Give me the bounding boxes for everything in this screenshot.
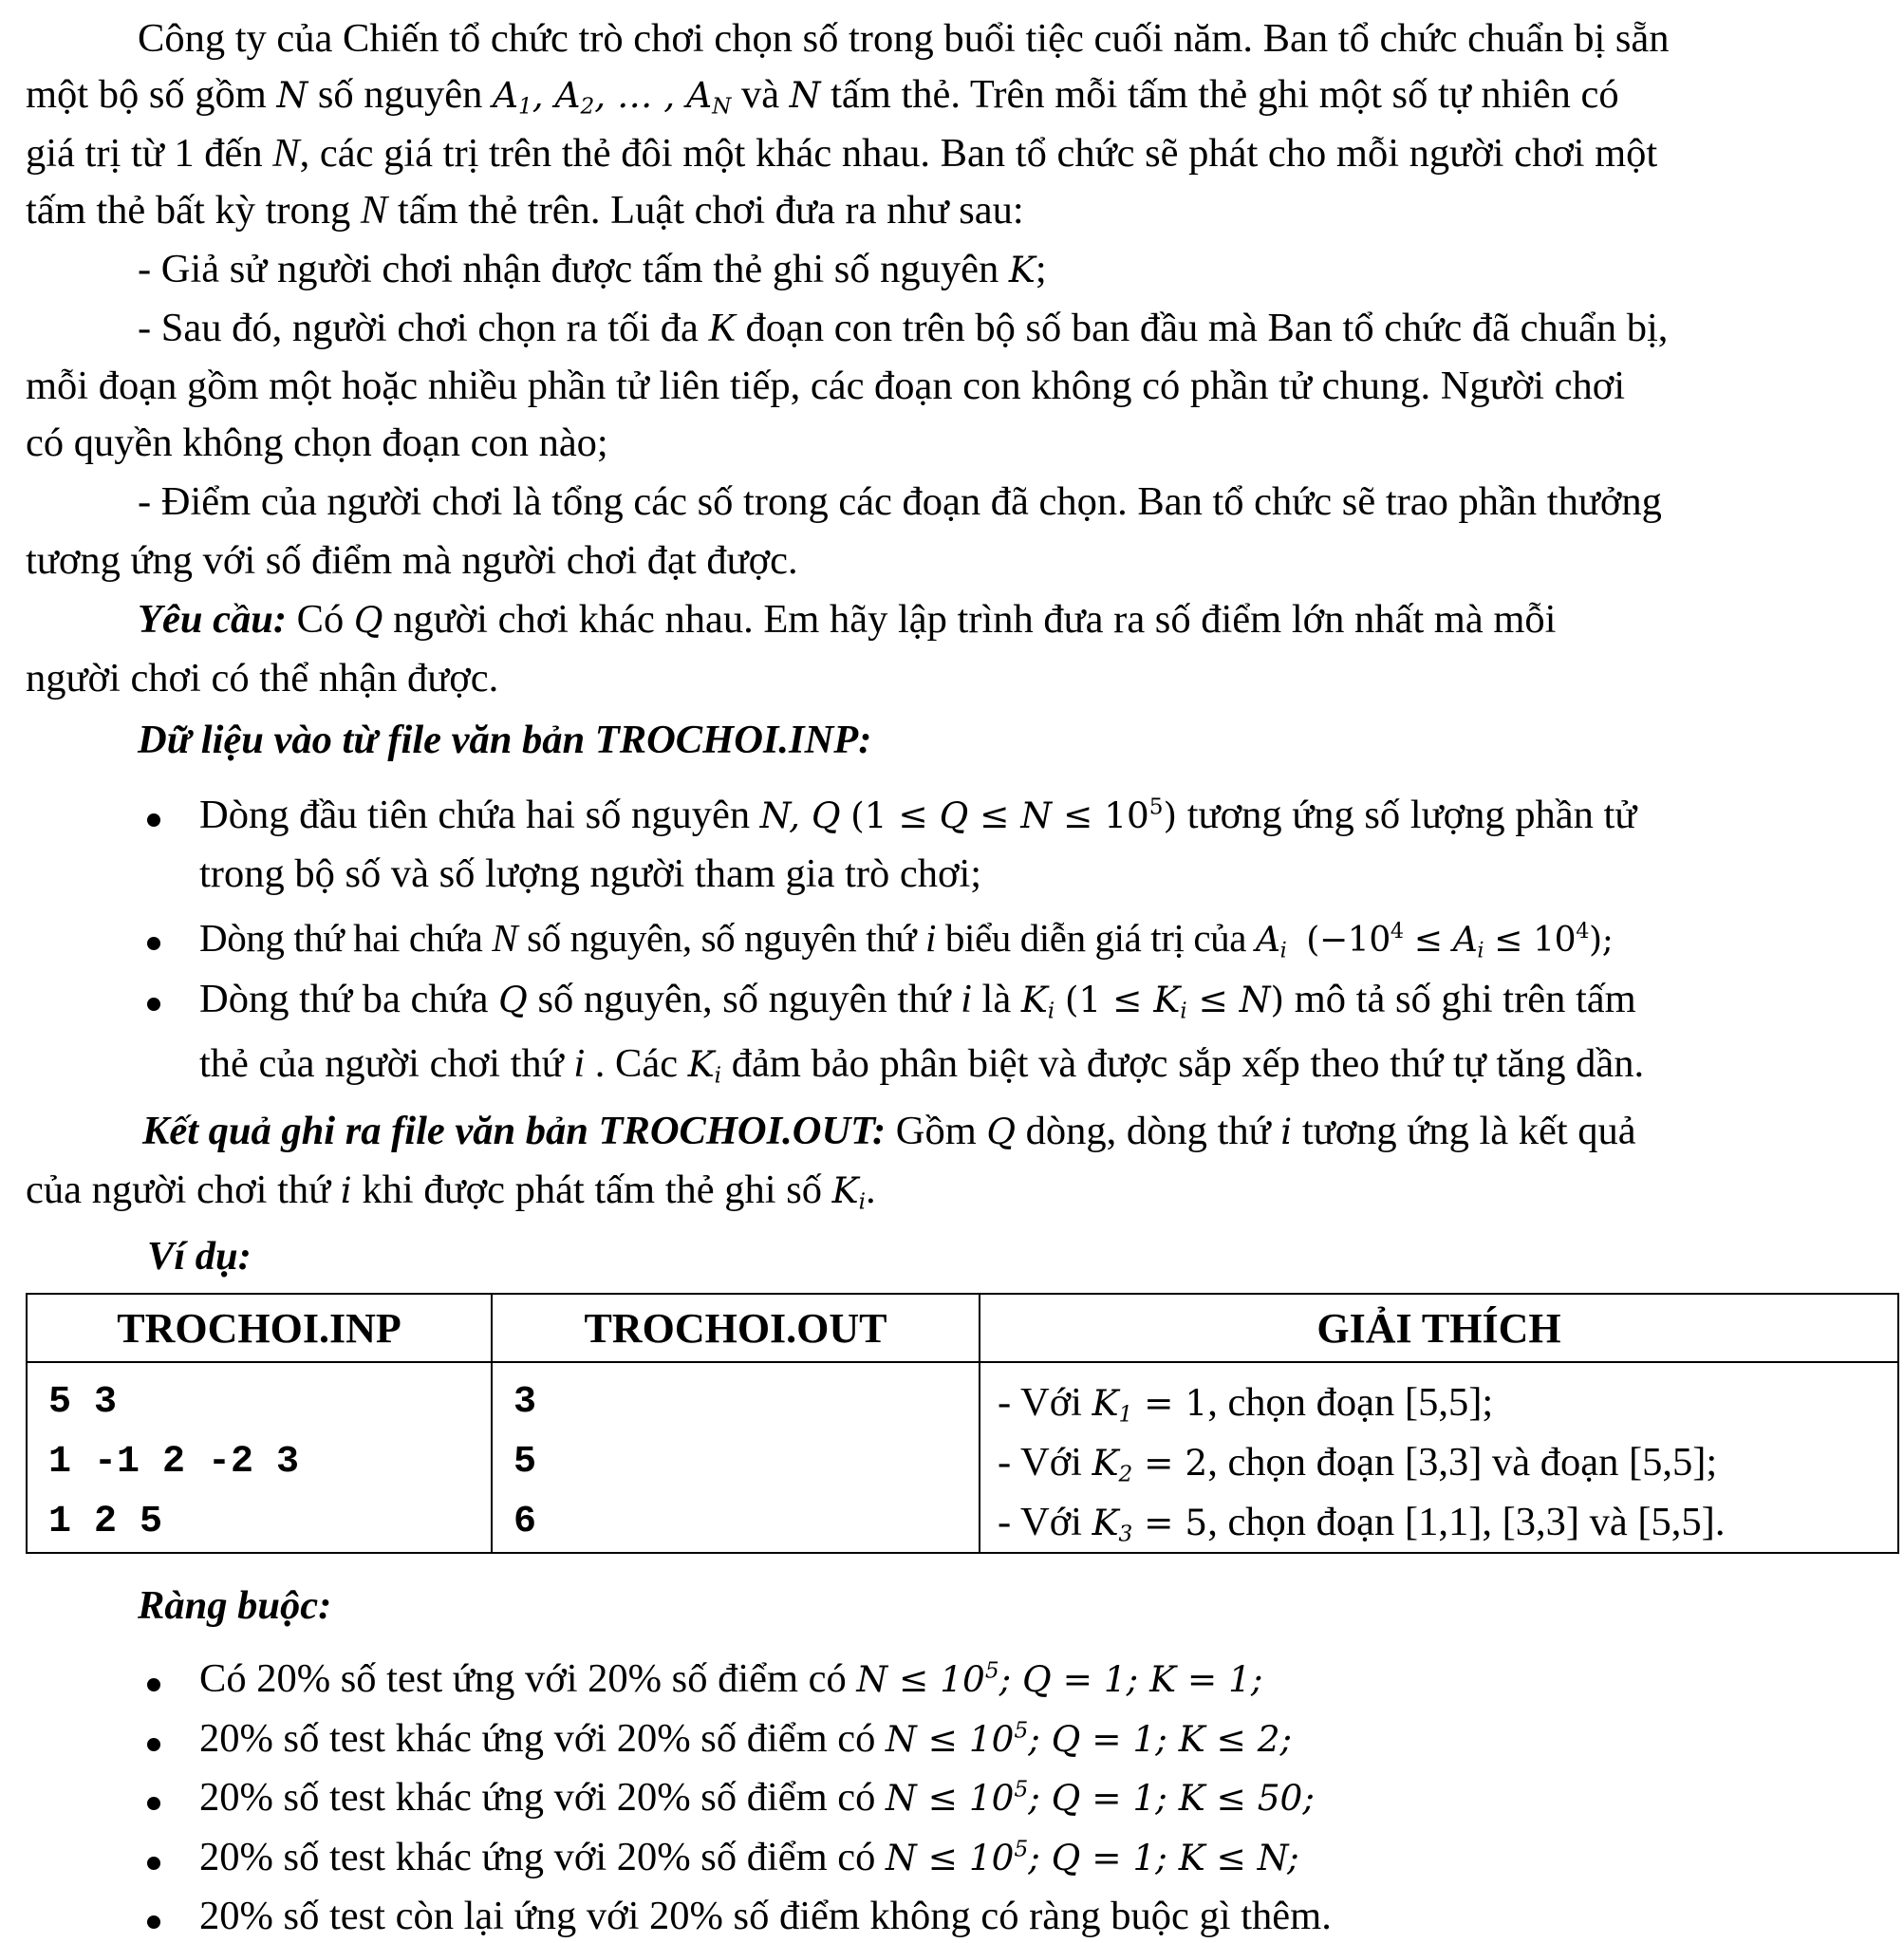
intro-text-2c: và xyxy=(741,72,780,117)
request-text-a: Có xyxy=(296,597,345,642)
input-b3-text-g: đảm bảo phân biệt và được sắp xếp theo thứ tự tăng dần. xyxy=(731,1041,1645,1086)
rule-1: - Giả sử người chơi nhận được tấm thẻ ghi số nguyên K; xyxy=(138,247,1047,291)
output-text-c: tương ứng là kết quả xyxy=(1301,1109,1636,1153)
intro-line-2 xyxy=(26,72,1619,120)
expl-eq: = 5 xyxy=(1132,1502,1208,1543)
expl-post: , chọn đoạn [3,3] và đoạn [5,5]; xyxy=(1207,1440,1718,1485)
var-N: N xyxy=(272,131,300,176)
output-line-2: của người chơi thứ i khi được phát tấm thẻ ghi số $K_i$. xyxy=(26,1168,876,1215)
var-Q: Q xyxy=(986,1111,1017,1152)
explanation-cell xyxy=(980,1362,1898,1553)
intro-text-3a: giá trị từ 1 đến xyxy=(26,131,263,176)
constraint-5 xyxy=(199,1896,1332,1937)
example-heading: Ví dụ: xyxy=(147,1234,252,1279)
var-K2: $K_2$ xyxy=(1092,1442,1133,1487)
output-text-b: dòng, dòng thứ xyxy=(1025,1109,1271,1153)
expl-pre: - Với xyxy=(998,1500,1082,1544)
expl-pre: - Với xyxy=(998,1380,1082,1425)
expl-post: , chọn đoạn [1,1], [3,3] và [5,5]. xyxy=(1207,1500,1726,1544)
input-b3-text-b: số nguyên, số nguyên thứ xyxy=(537,977,951,1021)
rule-2-text-d: có quyền không chọn đoạn con nào; xyxy=(26,420,608,465)
out-cell xyxy=(492,1362,980,1553)
var-Ki: $K_i$ xyxy=(687,1043,722,1089)
request-text-2: người chơi có thể nhận được. xyxy=(26,656,499,701)
var-N: N xyxy=(276,74,308,116)
bullet-dot xyxy=(147,1678,160,1691)
constraint-4-math: $N \le 10^5$; Q = 1; K ≤ N; xyxy=(886,1836,1299,1878)
bullet-dot xyxy=(147,1797,160,1810)
explanation-line xyxy=(980,1432,1897,1492)
rule-3-text-b: tương ứng với số điểm mà người chơi đạt được. xyxy=(26,538,798,583)
var-N: N xyxy=(360,188,388,233)
var-Ki: $K_i$ xyxy=(1020,979,1055,1024)
out-line: 6 xyxy=(513,1501,537,1543)
intro-line-1 xyxy=(138,16,1670,61)
input-b2-text-b: số nguyên, số nguyên thứ xyxy=(527,916,917,960)
constraint-Ai: $(-10^4 \le A_i \le 10^4)$; xyxy=(1296,919,1614,963)
out-line: 5 xyxy=(513,1441,537,1484)
constraint-4-text: 20% số test khác ứng với 20% số điểm có xyxy=(199,1835,876,1879)
input-b3-text-a: Dòng thứ ba chứa xyxy=(199,977,489,1021)
intro-text-2a: một bộ số gồm xyxy=(26,72,267,117)
constraint-1-math: $N \le 10^5$; Q = 1; K = 1; xyxy=(856,1657,1263,1700)
bullet-dot xyxy=(147,1915,160,1929)
var-i: i xyxy=(961,977,972,1021)
constraint-3-text: 20% số test khác ứng với 20% số điểm có xyxy=(199,1775,876,1820)
header-giai-thich: GIẢI THÍCH xyxy=(980,1294,1898,1362)
constraint-NQ: $(1 \le Q \le N \le 10^5)$ xyxy=(850,794,1178,836)
input-bullet-2 xyxy=(199,916,1614,963)
example-table xyxy=(26,1293,1899,1554)
rule-2 xyxy=(138,308,1668,349)
inp-line: 5 3 xyxy=(48,1381,118,1424)
intro-text-2b: số nguyên xyxy=(317,72,483,117)
explanation-line xyxy=(980,1492,1897,1552)
input-b3-text-f: . Các xyxy=(594,1041,679,1086)
inp-line: 1 2 5 xyxy=(48,1501,163,1543)
explanation-line xyxy=(980,1373,1897,1432)
var-K: K xyxy=(1008,249,1036,290)
constraint-2-math: $N \le 10^5$; Q = 1; K ≤ 2; xyxy=(886,1717,1293,1760)
output-heading: Kết quả ghi ra file văn bản TROCHOI.OUT: xyxy=(142,1109,887,1153)
constraint-5-text: 20% số test còn lại ứng với 20% số điểm không có ràng buộc gì thêm. xyxy=(199,1894,1332,1938)
intro-text-1: Công ty của Chiến tổ chức trò chơi chọn số trong buổi tiệc cuối năm. Ban tổ chức chuẩn bị sẵn xyxy=(138,16,1670,61)
input-heading: Dữ liệu vào từ file văn bản TROCHOI.INP: xyxy=(138,718,872,762)
intro-line-4 xyxy=(26,188,1024,233)
var-i: i xyxy=(573,1041,586,1086)
var-Ki: $K_i$ xyxy=(831,1169,866,1215)
output-text-a: Gồm xyxy=(895,1109,977,1153)
intro-text-3b: , các giá trị trên thẻ đôi một khác nhau. Ban tổ chức sẽ phát cho mỗi người chơi một xyxy=(299,131,1658,176)
header-trochoi-out: TROCHOI.OUT xyxy=(492,1294,980,1362)
example-table-header-row xyxy=(27,1294,1898,1362)
request-text-b: người chơi khác nhau. Em hãy lập trình đưa ra số điểm lớn nhất mà mỗi xyxy=(393,597,1557,642)
constraint-3-math: $N \le 10^5$; Q = 1; K ≤ 50; xyxy=(886,1776,1315,1819)
output-text-2a: của người chơi thứ xyxy=(26,1168,331,1212)
var-Q: Q xyxy=(498,979,528,1020)
rule-1-text: - Giả sử người chơi nhận được tấm thẻ ghi số nguyên xyxy=(138,247,999,291)
out-line: 3 xyxy=(513,1381,537,1424)
var-N: N xyxy=(789,74,821,116)
var-N: N xyxy=(492,916,518,960)
example-table-body-row xyxy=(27,1362,1898,1553)
input-b3-text-c: là xyxy=(981,977,1012,1021)
rule-2-end xyxy=(26,420,608,465)
intro-text-4a: tấm thẻ bất kỳ trong xyxy=(26,188,351,233)
input-b2-text-c: biểu diễn giá trị của xyxy=(944,916,1247,960)
var-K: K xyxy=(708,306,736,350)
var-K3: $K_3$ xyxy=(1092,1502,1133,1547)
rule-3-cont xyxy=(26,538,798,583)
var-i: i xyxy=(1280,1111,1293,1152)
input-bullet-1-cont xyxy=(199,851,982,896)
input-bullet-1 xyxy=(199,795,1636,836)
output-line-1 xyxy=(142,1109,1636,1153)
vars-N-Q: N, Q xyxy=(759,794,841,836)
bullet-dot xyxy=(147,1738,160,1751)
rule-2-text-b: đoạn con trên bộ số ban đầu mà Ban tổ chức đã chuẩn bị, xyxy=(745,306,1669,350)
bullet-dot xyxy=(147,998,160,1011)
constraint-1 xyxy=(199,1656,1263,1701)
bullet-dot xyxy=(147,813,160,827)
constraints-heading: Ràng buộc: xyxy=(138,1583,332,1628)
var-i: i xyxy=(340,1169,352,1211)
request-line-1 xyxy=(138,597,1557,642)
intro-text-4b: tấm thẻ trên. Luật chơi đưa ra như sau: xyxy=(397,188,1024,233)
constraint-4 xyxy=(199,1835,1299,1879)
expl-eq: = 2 xyxy=(1132,1442,1208,1484)
request-label: Yêu cầu: xyxy=(138,597,287,642)
input-b3-text-d: mô tả số ghi trên tấm xyxy=(1294,977,1636,1021)
input-b1-text-b: tương ứng số lượng phần tử xyxy=(1186,793,1637,837)
bullet-dot xyxy=(147,1857,160,1870)
inp-line: 1 -1 2 -2 3 xyxy=(48,1441,300,1484)
sequence-A: $A_1$, $A_2$, … , $A_N$ xyxy=(492,74,732,120)
rule-3-text-a: - Điểm của người chơi là tổng các số trong các đoạn đã chọn. Ban tổ chức sẽ trao phần thưởng xyxy=(138,479,1662,524)
input-b2-text-a: Dòng thứ hai chứa xyxy=(199,916,483,960)
input-bullet-3 xyxy=(199,977,1636,1024)
constraint-2-text: 20% số test khác ứng với 20% số điểm có xyxy=(199,1716,876,1761)
rule-2-cont xyxy=(26,366,1625,407)
expl-pre: - Với xyxy=(998,1440,1082,1485)
var-K1: $K_1$ xyxy=(1092,1382,1133,1428)
var-Ai: $A_i$ xyxy=(1255,920,1287,963)
bullet-dot xyxy=(147,937,160,950)
expl-eq: = 1 xyxy=(1132,1382,1208,1424)
input-b1-text-c: trong bộ số và số lượng người tham gia trò chơi; xyxy=(199,851,982,896)
input-b1-text-a: Dòng đầu tiên chứa hai số nguyên xyxy=(199,793,751,837)
rule-3 xyxy=(138,479,1662,524)
rule-2-text-a: - Sau đó, người chơi chọn ra tối đa xyxy=(138,306,699,350)
var-Q: Q xyxy=(353,599,383,641)
constraint-3 xyxy=(199,1775,1315,1820)
constraint-Ki: $(1 \le K_i \le N)$ xyxy=(1064,979,1285,1024)
expl-post: , chọn đoạn [5,5]; xyxy=(1207,1380,1494,1425)
output-text-2b: khi được phát tấm thẻ ghi số xyxy=(362,1168,822,1212)
rule-2-text-c: mỗi đoạn gồm một hoặc nhiều phần tử liên tiếp, các đoạn con không có phần tử chung. Người chơi xyxy=(26,364,1625,408)
input-bullet-3-cont xyxy=(199,1041,1645,1089)
header-trochoi-inp: TROCHOI.INP xyxy=(27,1294,492,1362)
input-b3-text-e: thẻ của người chơi thứ xyxy=(199,1041,564,1086)
var-i: i xyxy=(925,916,936,960)
constraint-1-text: Có 20% số test ứng với 20% số điểm có xyxy=(199,1656,847,1701)
intro-text-2d: tấm thẻ. Trên mỗi tấm thẻ ghi một số tự nhiên có xyxy=(831,72,1619,117)
constraint-2 xyxy=(199,1716,1293,1761)
intro-line-3 xyxy=(26,131,1658,176)
request-line-2 xyxy=(26,656,499,701)
inp-cell xyxy=(27,1362,492,1553)
